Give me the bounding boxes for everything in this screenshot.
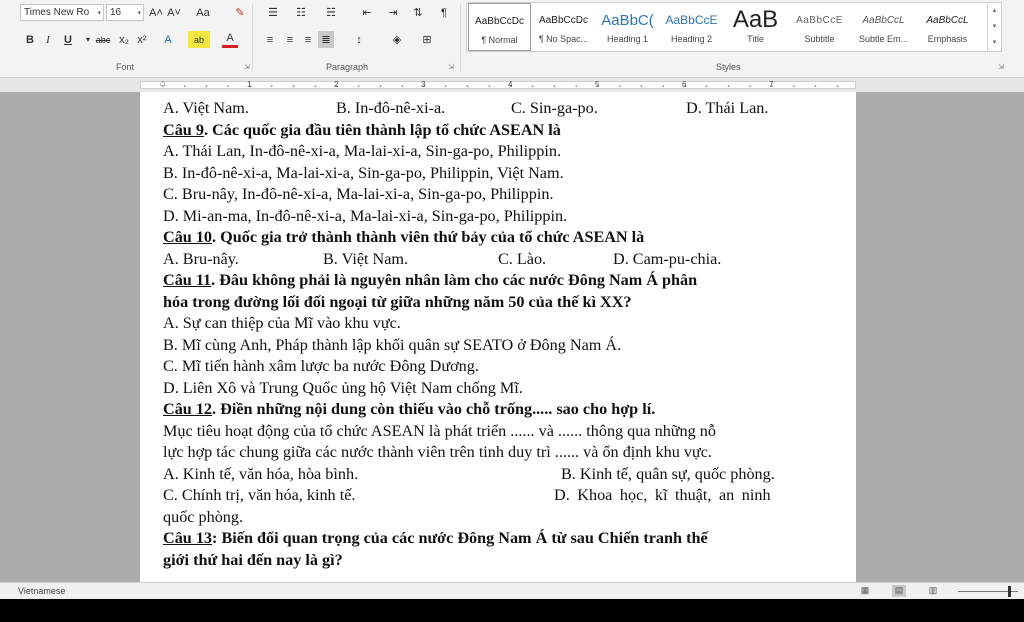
option-line: quốc phòng.: [163, 507, 244, 526]
align-center-icon[interactable]: ≡: [286, 33, 294, 46]
option-c: C. Chính trị, văn hóa, kinh tế.: [163, 486, 356, 504]
read-mode-icon[interactable]: ▦: [860, 585, 870, 595]
ruler-tick: [575, 85, 577, 87]
ruler-tick: [401, 85, 403, 87]
style-preview: AaBbCcE: [796, 14, 843, 26]
align-left-icon[interactable]: ≡: [266, 33, 274, 46]
italic-button[interactable]: I: [46, 33, 50, 46]
ruler-tick: [749, 85, 751, 87]
ruler-tick: [467, 85, 469, 87]
style-preview: AaBbCcE: [665, 13, 718, 27]
font-dialog-launcher-icon[interactable]: ⇲: [244, 64, 250, 71]
ruler-number: 3: [421, 80, 426, 89]
font-size-combobox[interactable]: [106, 4, 144, 21]
question-label: Câu 11: [163, 271, 212, 289]
style-preview: AaBbCcDc: [475, 15, 524, 27]
ruler-number: 6: [682, 80, 687, 89]
bullets-icon[interactable]: ☰: [268, 7, 278, 19]
style-heading-1[interactable]: [596, 3, 659, 51]
subscript-button[interactable]: x₂: [119, 33, 129, 46]
style-preview: AaBbCcDc: [539, 14, 588, 26]
clear-formatting-icon[interactable]: ✎: [235, 7, 245, 19]
change-case-button[interactable]: Aa: [196, 6, 210, 19]
style-preview: AaB: [732, 9, 779, 31]
numbering-icon[interactable]: ☷: [296, 7, 306, 19]
question-text: : Biến đổi quan trọng của các nước Đông Nam Á từ sau Chiến tranh thế: [212, 529, 708, 547]
ruler-tick: [271, 85, 273, 87]
strikethrough-button[interactable]: abc: [95, 34, 111, 45]
shading-icon[interactable]: ◈: [392, 34, 402, 46]
styles-dialog-launcher-icon[interactable]: ⇲: [998, 64, 1004, 71]
option-line: C. Mĩ tiến hành xâm lược ba nước Đông Dương.: [163, 357, 479, 375]
option-line: D. Mi-an-ma, In-đô-nê-xi-a, Ma-lai-xi-a, Sin-ga-po, Philippin.: [163, 206, 568, 225]
option-line: B. In-đô-nê-xi-a, Ma-lai-xi-a, Sin-ga-po, Philippin, Việt Nam.: [163, 163, 564, 182]
ruler-tick: [358, 85, 360, 87]
ruler-number: 2: [334, 80, 339, 89]
question-text: . Điền những nội dung còn thiếu vào chỗ trống..... sao cho hợp lí.: [212, 400, 656, 418]
style-name: Emphasis: [927, 34, 968, 44]
zoom-slider-thumb[interactable]: [1008, 586, 1011, 597]
sort-icon[interactable]: ⇅: [413, 7, 423, 19]
group-separator: [252, 4, 253, 72]
ruler-tick: [836, 85, 838, 87]
option-b: B. In-đô-nê-xi-a.: [336, 99, 446, 117]
ribbon: [0, 0, 1024, 78]
style-name: Subtle Em...: [858, 34, 909, 44]
chevron-down-icon[interactable]: ▾: [137, 9, 141, 17]
answer-options-row: [163, 249, 825, 271]
align-right-icon[interactable]: ≡: [304, 33, 312, 46]
ruler-tick: [815, 85, 817, 87]
style-title[interactable]: [724, 3, 787, 51]
font-color-button[interactable]: A: [222, 31, 238, 48]
style-no-spacing[interactable]: [532, 3, 595, 51]
style-preview: AaBbCcL: [862, 14, 905, 26]
ruler-tick: [641, 85, 643, 87]
borders-icon[interactable]: ⊞: [422, 34, 432, 46]
style-normal[interactable]: [468, 3, 531, 51]
answer-options-row: [163, 464, 825, 486]
increase-indent-icon[interactable]: ⇥: [388, 7, 398, 19]
styles-scroll[interactable]: [987, 3, 1001, 51]
question-13: [163, 528, 825, 550]
question-label: Câu 12: [163, 400, 213, 418]
option-a: A. Kinh tế, văn hóa, hòa bình.: [163, 464, 359, 483]
option-b: B. Việt Nam.: [323, 249, 409, 268]
question-9: [163, 120, 825, 142]
text-effects-button[interactable]: A: [164, 33, 172, 46]
option-line: C. Bru-nây, In-đô-nê-xi-a, Ma-lai-xi-a, Sin-ga-po, Philippin.: [163, 185, 554, 203]
ruler-tick: [293, 85, 295, 87]
chevron-down-icon[interactable]: ▾: [992, 23, 997, 30]
font-group-label: Font: [116, 62, 135, 72]
chevron-up-icon[interactable]: ▴: [992, 7, 997, 14]
font-name-combobox[interactable]: [20, 4, 104, 21]
question-13-continued: giới thứ hai đến nay là gì?: [163, 550, 343, 569]
web-layout-icon[interactable]: ▥: [928, 585, 938, 595]
ruler-tick: [793, 85, 795, 87]
style-preview: AaBbCcL: [926, 14, 969, 26]
line-spacing-icon[interactable]: ↕: [356, 33, 362, 46]
group-separator: [460, 4, 461, 72]
shrink-font-button[interactable]: A˅: [167, 6, 181, 19]
ruler-tick: [184, 85, 186, 87]
ruler-tick: [532, 85, 534, 87]
grow-font-button[interactable]: A˄: [149, 6, 163, 19]
option-d: D. Khoa học, kĩ thuật, an ninh: [554, 486, 771, 504]
style-subtle-emphasis[interactable]: [852, 3, 915, 51]
question-11: [163, 270, 825, 292]
print-layout-icon[interactable]: ▤: [892, 585, 906, 597]
question-label: Câu 13: [163, 529, 213, 547]
question-label: Câu 9: [163, 120, 204, 139]
style-name: Heading 2: [670, 34, 713, 44]
ruler-number: 4: [508, 80, 513, 89]
answer-options-row: [163, 98, 825, 120]
ruler-tick: [662, 85, 664, 87]
chevron-down-icon[interactable]: ▾: [97, 9, 101, 17]
document-area: [0, 92, 1024, 582]
style-name: Subtitle: [804, 34, 835, 44]
status-bar: [0, 582, 1024, 599]
ruler-tick: [619, 85, 621, 87]
ruler-track[interactable]: [140, 81, 856, 89]
option-c: C. Sin-ga-po.: [511, 99, 598, 117]
ruler-tick: [380, 85, 382, 87]
ruler-number: 5: [595, 80, 600, 89]
style-subtitle[interactable]: [788, 3, 851, 51]
question-11-continued: hóa trong đường lối đối ngoại từ giữa những năm 50 của thế kì XX?: [163, 292, 632, 311]
question-12: [163, 399, 825, 421]
paragraph-dialog-launcher-icon[interactable]: ⇲: [448, 64, 454, 71]
ruler-tick: [706, 85, 708, 87]
ruler-tick: [488, 85, 490, 87]
document-page[interactable]: [140, 92, 856, 582]
ruler-tick: [227, 85, 229, 87]
question-label: Câu 10: [163, 228, 213, 246]
ruler-tick: [445, 85, 447, 87]
horizontal-ruler[interactable]: [0, 78, 1024, 92]
style-name: Title: [747, 34, 764, 44]
ruler-number: 7: [769, 80, 774, 89]
body-line: Mục tiêu hoạt động của tổ chức ASEAN là phát triển ...... và ...... thông qua những nỗ: [163, 421, 716, 440]
justify-icon[interactable]: ≣: [318, 31, 334, 48]
ruler-tick: [728, 85, 730, 87]
option-a: A. Việt Nam.: [163, 99, 249, 117]
option-a: A. Bru-nây.: [163, 249, 239, 268]
highlight-button[interactable]: ab: [188, 31, 210, 48]
bold-button[interactable]: B: [26, 33, 34, 46]
chevron-down-icon[interactable]: ▾: [85, 35, 90, 44]
question-10: [163, 227, 825, 249]
document-content[interactable]: [163, 98, 825, 571]
ruler-tick: [206, 85, 208, 87]
style-emphasis[interactable]: [916, 3, 979, 51]
question-text: . Quốc gia trở thành thành viên thứ bảy của tổ chức ASEAN là: [212, 228, 645, 246]
option-c: C. Lào.: [498, 249, 547, 268]
option-d: D. Cam-pu-chia.: [613, 249, 722, 268]
style-name: ¶ No Spac...: [538, 34, 589, 44]
body-line: lực hợp tác chung giữa các nước thành viên trên tinh duy trì ...... và ổn định khu vực.: [163, 443, 712, 461]
option-line: A. Sự can thiệp của Mĩ vào khu vực.: [163, 314, 401, 332]
style-name: Heading 1: [606, 34, 649, 44]
question-text: . Đâu không phải là nguyên nhân làm cho các nước Đông Nam Á phân: [211, 271, 698, 289]
underline-button[interactable]: U: [64, 33, 72, 46]
option-d: D. Thái Lan.: [686, 99, 769, 117]
ruler-tick: [314, 85, 316, 87]
styles-gallery[interactable]: [466, 2, 1002, 52]
option-line: B. Mĩ cùng Anh, Pháp thành lập khối quân sự SEATO ở Đông Nam Á.: [163, 335, 622, 354]
ruler-number: 1: [247, 80, 252, 89]
style-name: ¶ Normal: [481, 35, 518, 45]
question-text: . Các quốc gia đầu tiên thành lập tổ chức ASEAN là: [203, 120, 561, 139]
font-size-value: 16: [110, 7, 122, 18]
multilevel-list-icon[interactable]: ☵: [326, 7, 336, 19]
style-heading-2[interactable]: [660, 3, 723, 51]
decrease-indent-icon[interactable]: ⇤: [362, 7, 372, 19]
option-line: A. Thái Lan, In-đô-nê-xi-a, Ma-lai-xi-a, Sin-ga-po, Philippin.: [163, 142, 561, 160]
paragraph-group-label: Paragraph: [326, 62, 369, 72]
language-indicator[interactable]: Vietnamese: [18, 586, 66, 596]
font-name-value: Times New Ro: [24, 7, 90, 18]
ruler-tick: [554, 85, 556, 87]
screen-bezel: [0, 599, 1024, 622]
answer-options-row: [163, 485, 825, 507]
more-styles-icon[interactable]: ▾: [992, 39, 997, 46]
style-preview: AaBbC(: [601, 11, 654, 29]
indent-marker-icon[interactable]: ⌂: [160, 78, 166, 88]
styles-group-label: Styles: [716, 62, 741, 72]
option-line: D. Liên Xô và Trung Quốc ủng hộ Việt Nam chống Mĩ.: [163, 378, 523, 397]
superscript-button[interactable]: x²: [137, 33, 147, 46]
option-b: B. Kinh tế, quân sự, quốc phòng.: [561, 464, 775, 483]
pilcrow-icon[interactable]: ¶: [441, 6, 447, 19]
